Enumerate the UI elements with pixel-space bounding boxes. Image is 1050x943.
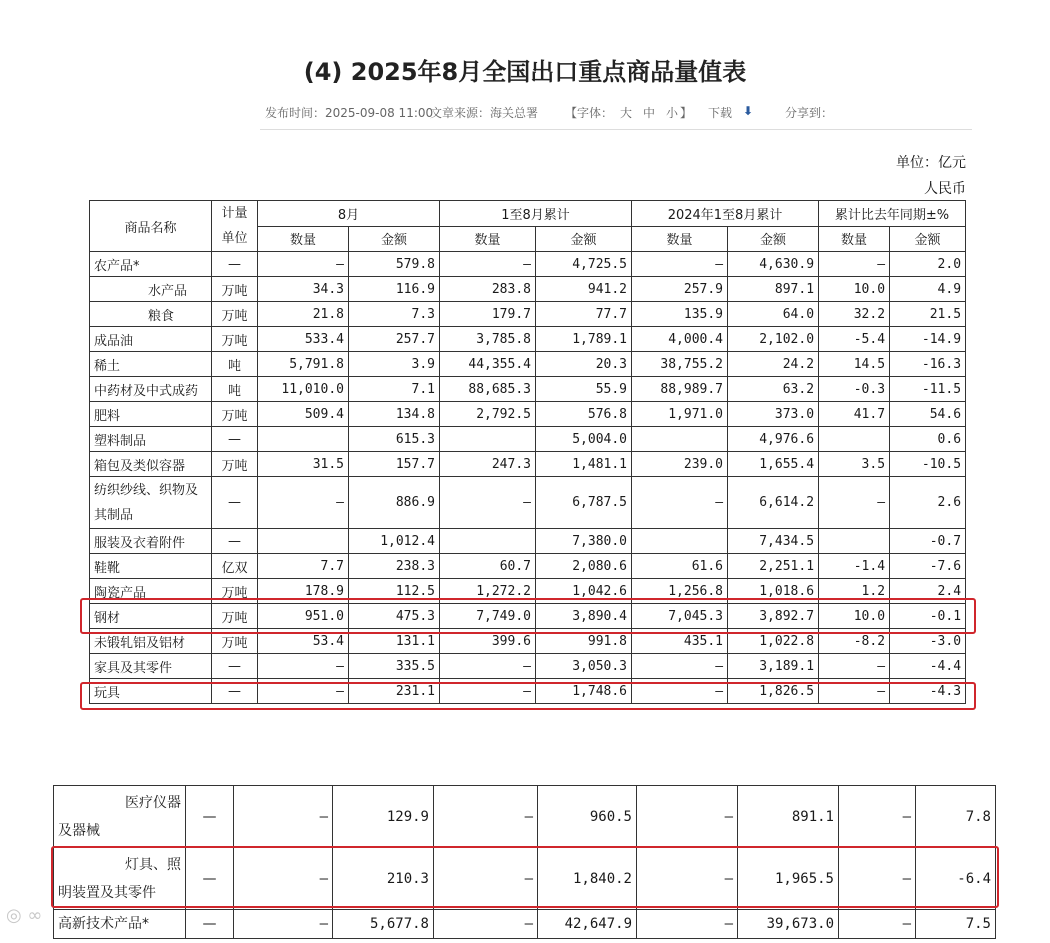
cell-ya: 42,647.9: [538, 910, 637, 939]
cell-q: —: [234, 910, 333, 939]
table-row: [90, 529, 966, 554]
cell-a: 112.5: [349, 579, 440, 604]
cell-a: 238.3: [349, 554, 440, 579]
cell-ya: 5,004.0: [536, 427, 632, 452]
cell-name: 成品油: [90, 327, 212, 352]
cell-pq: 135.9: [632, 302, 728, 327]
table-row: [90, 327, 966, 352]
cell-q: [258, 427, 349, 452]
article-meta: [265, 104, 865, 124]
cell-pq: 435.1: [632, 629, 728, 654]
cell-a: 157.7: [349, 452, 440, 477]
cell-pq: 7,045.3: [632, 604, 728, 629]
cell-pa: 4,976.6: [728, 427, 819, 452]
cell-q: 951.0: [258, 604, 349, 629]
cell-name: 钢材: [90, 604, 212, 629]
cell-unit: —: [186, 848, 234, 910]
cell-name: 陶瓷产品: [90, 579, 212, 604]
cell-cq: -0.3: [819, 377, 890, 402]
cell-pa: 4,630.9: [728, 252, 819, 277]
cell-yq: 179.7: [440, 302, 536, 327]
cell-yq: 60.7: [440, 554, 536, 579]
cell-unit: —: [186, 786, 234, 848]
cell-ca: -7.6: [890, 554, 966, 579]
col-header-ytd2024: 2024年1至8月累计: [632, 201, 819, 227]
cell-yq: 44,355.4: [440, 352, 536, 377]
cell-q: —: [258, 477, 349, 529]
col-header-yoy: 累计比去年同期±%: [819, 201, 966, 227]
cell-ya: 1,481.1: [536, 452, 632, 477]
col-header-amt: 金额: [728, 226, 819, 252]
cell-unit: 亿双: [212, 554, 258, 579]
cell-pq: —: [632, 679, 728, 704]
cell-a: 7.3: [349, 302, 440, 327]
cell-yq: 88,685.3: [440, 377, 536, 402]
cell-pq: 38,755.2: [632, 352, 728, 377]
cell-pq: 1,256.8: [632, 579, 728, 604]
cell-pa: 1,022.8: [728, 629, 819, 654]
table-row: [90, 654, 966, 679]
cell-pq: —: [637, 786, 738, 848]
cell-ya: 1,789.1: [536, 327, 632, 352]
cell-pa: 373.0: [728, 402, 819, 427]
table-row: [90, 427, 966, 452]
cell-unit: —: [212, 529, 258, 554]
highlight-box-ceramics: [80, 598, 976, 634]
cell-a: 5,677.8: [333, 910, 434, 939]
cell-pa: 39,673.0: [738, 910, 839, 939]
cell-cq: —: [819, 252, 890, 277]
publish-time: 发布时间：2025-09-08 11:00: [265, 106, 434, 120]
cell-q: 11,010.0: [258, 377, 349, 402]
cell-a: 210.3: [333, 848, 434, 910]
col-header-amt: 金额: [349, 226, 440, 252]
cell-q: 533.4: [258, 327, 349, 352]
cell-ya: 1,042.6: [536, 579, 632, 604]
cell-cq: 41.7: [819, 402, 890, 427]
cell-q: —: [234, 786, 333, 848]
cell-unit: —: [212, 477, 258, 529]
cell-ya: 77.7: [536, 302, 632, 327]
cell-ya: 941.2: [536, 277, 632, 302]
cell-cq: 32.2: [819, 302, 890, 327]
download-link[interactable]: 下载: [708, 106, 733, 120]
cell-unit: —: [212, 679, 258, 704]
cell-name: [54, 910, 186, 939]
cell-ya: 4,725.5: [536, 252, 632, 277]
table-row: [90, 477, 966, 529]
table-row: [90, 277, 966, 302]
cell-name-line2: 及器械: [58, 822, 100, 839]
cell-pa: 1,018.6: [728, 579, 819, 604]
cell-pq: 257.9: [632, 277, 728, 302]
col-header-qty: 数量: [632, 226, 728, 252]
cell-ya: 3,890.4: [536, 604, 632, 629]
cell-yq: 2,792.5: [440, 402, 536, 427]
cell-pq: 61.6: [632, 554, 728, 579]
cell-q: 178.9: [258, 579, 349, 604]
cell-unit: 万吨: [212, 302, 258, 327]
cell-name: 箱包及类似容器: [90, 452, 212, 477]
cell-pa: 6,614.2: [728, 477, 819, 529]
font-size-large-link[interactable]: 大: [620, 106, 633, 120]
cell-a: 7.1: [349, 377, 440, 402]
table-row: [54, 786, 996, 848]
cell-pa: 1,826.5: [728, 679, 819, 704]
cell-yq: 399.6: [440, 629, 536, 654]
cell-unit: 万吨: [212, 402, 258, 427]
cell-ca: 7.8: [916, 786, 996, 848]
cell-name: [54, 786, 186, 848]
cell-name: 肥料: [90, 402, 212, 427]
cell-q: —: [258, 679, 349, 704]
cell-a: 3.9: [349, 352, 440, 377]
cell-pq: 239.0: [632, 452, 728, 477]
table-row: [54, 910, 996, 939]
cell-unit: 吨: [212, 352, 258, 377]
cell-yq: —: [434, 848, 538, 910]
font-size-medium-link[interactable]: 中: [643, 106, 656, 120]
cell-ya: 960.5: [538, 786, 637, 848]
cell-ya: 1,748.6: [536, 679, 632, 704]
cell-cq: —: [819, 654, 890, 679]
cell-yq: —: [440, 679, 536, 704]
cell-pq: —: [632, 477, 728, 529]
cell-cq: 10.0: [819, 277, 890, 302]
cell-q: 31.5: [258, 452, 349, 477]
cell-pa: 3,189.1: [728, 654, 819, 679]
font-size-label: 【字体：: [565, 106, 614, 120]
cell-cq: -8.2: [819, 629, 890, 654]
cell-yq: —: [434, 910, 538, 939]
cell-q: —: [258, 654, 349, 679]
cell-a: 615.3: [349, 427, 440, 452]
cell-ca: -11.5: [890, 377, 966, 402]
cell-name: 粮食: [90, 302, 212, 327]
cell-name: 农产品*: [90, 252, 212, 277]
cell-name: 中药材及中式成药: [90, 377, 212, 402]
font-size-close: 】: [680, 106, 693, 120]
cell-a: 579.8: [349, 252, 440, 277]
cell-a: 886.9: [349, 477, 440, 529]
cell-name-line1: 医疗仪器: [125, 794, 181, 811]
cell-yq: —: [440, 477, 536, 529]
cell-pa: 897.1: [728, 277, 819, 302]
cell-pq: [632, 427, 728, 452]
cell-pa: 64.0: [728, 302, 819, 327]
cell-pq: —: [637, 848, 738, 910]
article-source: 文章来源：海关总署: [430, 106, 539, 120]
cell-name: 家具及其零件: [90, 654, 212, 679]
cell-ya: 576.8: [536, 402, 632, 427]
cell-q: —: [258, 252, 349, 277]
cell-a: 475.3: [349, 604, 440, 629]
cell-unit: 万吨: [212, 604, 258, 629]
cell-pa: 7,434.5: [728, 529, 819, 554]
col-header-amt: 金额: [536, 226, 632, 252]
cell-ya: 991.8: [536, 629, 632, 654]
table-row: [90, 352, 966, 377]
cell-unit: 万吨: [212, 629, 258, 654]
cell-ya: 6,787.5: [536, 477, 632, 529]
cell-pq: —: [632, 654, 728, 679]
cell-ca: 4.9: [890, 277, 966, 302]
cell-ca: 2.6: [890, 477, 966, 529]
download-icon[interactable]: ⬇: [743, 104, 754, 118]
cell-unit: 万吨: [212, 327, 258, 352]
cell-q: 34.3: [258, 277, 349, 302]
cell-q: 53.4: [258, 629, 349, 654]
cell-yq: 1,272.2: [440, 579, 536, 604]
col-header-qty: 数量: [440, 226, 536, 252]
cell-unit: —: [212, 654, 258, 679]
cell-pa: 1,965.5: [738, 848, 839, 910]
cell-q: —: [234, 848, 333, 910]
cell-cq: -5.4: [819, 327, 890, 352]
cell-name: 未锻轧铝及铝材: [90, 629, 212, 654]
cell-name: 水产品: [90, 277, 212, 302]
cell-pq: —: [632, 252, 728, 277]
cell-q: 7.7: [258, 554, 349, 579]
cell-ya: 3,050.3: [536, 654, 632, 679]
cell-yq: —: [434, 786, 538, 848]
cell-a: 1,012.4: [349, 529, 440, 554]
cell-ca: -4.3: [890, 679, 966, 704]
col-header-qty: 数量: [819, 226, 890, 252]
cell-yq: [440, 529, 536, 554]
table-row: [90, 377, 966, 402]
cell-cq: 3.5: [819, 452, 890, 477]
cell-unit: 吨: [212, 377, 258, 402]
cell-name-line1: 灯具、照: [125, 856, 181, 873]
cell-unit: 万吨: [212, 579, 258, 604]
cell-q: 5,791.8: [258, 352, 349, 377]
cell-a: 129.9: [333, 786, 434, 848]
cell-ca: -10.5: [890, 452, 966, 477]
cell-ya: 1,840.2: [538, 848, 637, 910]
cell-pa: 3,892.7: [728, 604, 819, 629]
cell-a: 335.5: [349, 654, 440, 679]
cell-pa: 63.2: [728, 377, 819, 402]
cell-cq: [819, 529, 890, 554]
cell-pa: 2,102.0: [728, 327, 819, 352]
cell-ca: -4.4: [890, 654, 966, 679]
cell-name: 稀土: [90, 352, 212, 377]
cell-ya: 2,080.6: [536, 554, 632, 579]
cell-cq: [819, 427, 890, 452]
table-row: [90, 452, 966, 477]
font-size-small-link[interactable]: 小: [666, 106, 679, 120]
cell-yq: —: [440, 654, 536, 679]
cell-pq: 88,989.7: [632, 377, 728, 402]
cell-q: [258, 529, 349, 554]
cell-pq: 4,000.4: [632, 327, 728, 352]
col-header-aug: 8月: [258, 201, 440, 227]
cell-pa: 891.1: [738, 786, 839, 848]
cell-name: 塑料制品: [90, 427, 212, 452]
cell-yq: 3,785.8: [440, 327, 536, 352]
cell-cq: —: [819, 477, 890, 529]
header-divider: [260, 129, 972, 130]
cell-unit: 万吨: [212, 452, 258, 477]
cell-ca: 21.5: [890, 302, 966, 327]
cell-cq: 14.5: [819, 352, 890, 377]
cell-ca: -3.0: [890, 629, 966, 654]
share-label: 分享到：: [785, 106, 834, 120]
cell-yq: [440, 427, 536, 452]
cell-ya: 55.9: [536, 377, 632, 402]
cell-yq: 7,749.0: [440, 604, 536, 629]
cell-cq: 1.2: [819, 579, 890, 604]
cell-name: 服装及衣着附件: [90, 529, 212, 554]
highlight-box-lighting: [51, 846, 999, 908]
cell-name: 鞋靴: [90, 554, 212, 579]
cell-ca: 0.6: [890, 427, 966, 452]
cell-unit: —: [212, 252, 258, 277]
cell-cq: -1.4: [819, 554, 890, 579]
col-header-amt: 金额: [890, 226, 966, 252]
cell-name-line2: 明装置及其零件: [58, 884, 156, 901]
cell-unit: —: [212, 427, 258, 452]
cell-cq: 10.0: [819, 604, 890, 629]
cell-ca: 2.0: [890, 252, 966, 277]
cell-a: 257.7: [349, 327, 440, 352]
cell-ca: 54.6: [890, 402, 966, 427]
table-row: [90, 402, 966, 427]
cell-a: 231.1: [349, 679, 440, 704]
cell-pq: —: [637, 910, 738, 939]
cell-ca: -16.3: [890, 352, 966, 377]
cell-ca: -6.4: [916, 848, 996, 910]
table-row: [90, 302, 966, 327]
cell-pa: 2,251.1: [728, 554, 819, 579]
cell-unit: 万吨: [212, 277, 258, 302]
cell-ya: 7,380.0: [536, 529, 632, 554]
cell-ya: 20.3: [536, 352, 632, 377]
cell-cq: —: [839, 848, 916, 910]
cell-ca: -0.7: [890, 529, 966, 554]
col-header-qty: 数量: [258, 226, 349, 252]
cell-name: 玩具: [90, 679, 212, 704]
cell-pq: 1,971.0: [632, 402, 728, 427]
cell-ca: -14.9: [890, 327, 966, 352]
table-row: [90, 554, 966, 579]
cell-pa: 1,655.4: [728, 452, 819, 477]
cell-a: 131.1: [349, 629, 440, 654]
highlight-box-furniture: [80, 682, 976, 710]
cell-yq: 247.3: [440, 452, 536, 477]
cell-name: 纺织纱线、织物及其制品: [90, 477, 212, 529]
cell-yq: 283.8: [440, 277, 536, 302]
cell-cq: —: [839, 786, 916, 848]
cell-a: 116.9: [349, 277, 440, 302]
cell-pq: [632, 529, 728, 554]
cell-cq: —: [839, 910, 916, 939]
page-title: (4) 2025年8月全国出口重点商品量值表: [303, 58, 747, 86]
cell-ca: 7.5: [916, 910, 996, 939]
cell-ca: 2.4: [890, 579, 966, 604]
cell-cq: —: [819, 679, 890, 704]
cell-unit: —: [186, 910, 234, 939]
col-header-unit: 计量单位: [212, 201, 258, 252]
col-header-ytd: 1至8月累计: [440, 201, 632, 227]
unit-note: 单位：亿元 人民币: [896, 155, 966, 197]
table-row: [90, 252, 966, 277]
cell-q: 509.4: [258, 402, 349, 427]
cell-ca: -0.1: [890, 604, 966, 629]
cell-yq: —: [440, 252, 536, 277]
watermark-logo: ◎ ∞: [6, 905, 43, 926]
cell-a: 134.8: [349, 402, 440, 427]
cell-pa: 24.2: [728, 352, 819, 377]
col-header-name: 商品名称: [90, 201, 212, 252]
cell-q: 21.8: [258, 302, 349, 327]
cell-name-line1: 高新技术产品*: [58, 916, 149, 932]
